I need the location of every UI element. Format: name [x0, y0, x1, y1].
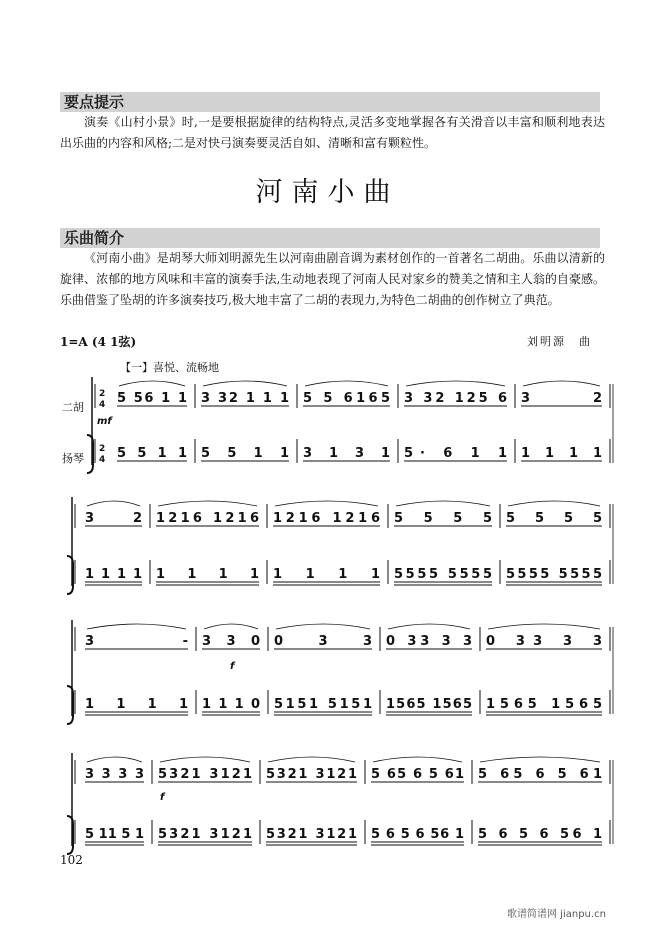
erhu-measure: 3 32 125 6 — [404, 391, 507, 406]
erhu-measure: 0 33 3 3 — [486, 634, 602, 649]
erhu-measure: 3 32 1 1 1 — [201, 391, 289, 406]
slur-arc — [87, 501, 140, 506]
score-systems — [67, 377, 613, 854]
instrument-label-yangqin: 扬琴 — [62, 452, 84, 465]
slur-arc — [276, 624, 370, 629]
page-number: 102 — [60, 853, 83, 867]
yangqin-measure: 5· 6 1 1 — [404, 446, 507, 461]
key-signature: 1=A (4 1弦) — [60, 335, 137, 349]
yangqin-measure: 1 1 1 1 — [85, 567, 142, 582]
yangqin-brace — [67, 556, 73, 594]
yangqin-measure: 5151 5151 — [274, 697, 372, 712]
yangqin-measure: 3 1 3 1 — [303, 446, 390, 461]
instrument-label-erhu: 二胡 — [62, 401, 84, 414]
slur-arc — [268, 757, 355, 762]
erhu-measure: 5321 3121 — [266, 767, 357, 782]
erhu-measure: 0 3 3 — [274, 634, 372, 649]
tips-paragraph: 演奏《山村小景》时,一是要根据旋律的结构特点,灵活多变地掌握各有关滑音以丰富和顺利地表达出乐曲的内容和风格;二是对快弓演奏要灵活自如、清晰和富有颗粒性。 — [60, 115, 605, 150]
erhu-measure: 3 3 3 3 — [85, 767, 144, 782]
slur-arc — [204, 624, 258, 629]
watermark: 歌谱简谱网 jianpu.cn — [507, 909, 606, 920]
erhu-measure: 5 5 6165 — [303, 391, 390, 406]
yangqin-measure: 5 6 5 6 56 1 — [371, 827, 464, 842]
dynamic-f: f — [230, 661, 235, 672]
slur-arc — [203, 381, 287, 386]
erhu-measure: 0 33 3 3 — [386, 634, 472, 649]
yangqin-measure: 5555 5555 — [394, 567, 492, 582]
yangqin-measure: 1 1 1 1 — [521, 446, 602, 461]
yangqin-measure: 1 1 1 1 — [273, 567, 380, 582]
slur-arc — [388, 624, 470, 629]
yangqin-measure: 1 1 1 1 — [85, 697, 188, 712]
piece-title: 河南小曲 — [255, 177, 400, 208]
time-sig-bottom: 4 — [99, 400, 106, 410]
yangqin-measure: 5 6 5 6 56 1 — [478, 827, 602, 842]
dynamic-f: f — [160, 792, 165, 803]
slur-arc — [275, 501, 378, 506]
slur-arc — [480, 757, 600, 762]
section-heading-intro: 乐曲简介 — [60, 228, 600, 248]
slur-arc — [523, 381, 600, 386]
erhu-measure: 5 56 1 1 — [117, 391, 187, 406]
slur-arc — [406, 381, 505, 386]
time-sig-top: 2 — [99, 389, 106, 399]
slur-arc — [305, 381, 388, 386]
yangqin-measure: 1565 1565 — [386, 697, 472, 712]
slur-arc — [373, 757, 462, 762]
slur-arc — [87, 757, 142, 762]
yangqin-brace — [67, 686, 73, 724]
section-heading-tips: 要点提示 — [60, 92, 600, 112]
slur-arc — [508, 501, 600, 506]
erhu-measure: 5 65 6 5 61 — [478, 767, 602, 782]
slur-arc — [160, 757, 250, 762]
yangqin-measure: 5 5 1 1 — [117, 446, 187, 461]
composer-credit: 刘明源 曲 — [527, 335, 592, 348]
erhu-measure: 5 5 5 5 — [394, 511, 492, 526]
yangqin-brace — [87, 435, 93, 473]
erhu-measure: 1216 1216 — [156, 511, 259, 526]
yangqin-measure: 5 11 5 1 — [85, 827, 144, 842]
erhu-measure: 5 5 5 5 — [506, 511, 602, 526]
slur-arc — [158, 501, 257, 506]
slur-arc — [119, 381, 185, 386]
slur-arc — [396, 501, 490, 506]
yangqin-measure: 1 1 1 1 — [156, 567, 259, 582]
erhu-measure: 3 2 — [521, 391, 602, 406]
intro-paragraph: 《河南小曲》是胡琴大师刘明源先生以河南曲剧音调为素材创作的一首著名二胡曲。乐曲以清新的旋律、浓郁的地方风味和丰富的演奏手法,生动地表现了河南人民对家乡的赞美之情和主人翁的自豪感。乐曲借鉴了坠胡的许多演奏技巧,极大地丰富了二胡的表现力,为特色二胡曲的创作树立了典范。 — [60, 251, 605, 307]
yangqin-measure: 5321 3121 — [266, 827, 357, 842]
erhu-measure: 5321 3121 — [158, 767, 252, 782]
erhu-measure: 1216 1216 — [273, 511, 380, 526]
tempo-marking: 【一】喜悦、流畅地 — [120, 361, 219, 374]
erhu-measure: 3 3 0 — [202, 634, 260, 649]
yangqin-measure: 1565 1565 — [486, 697, 602, 712]
slur-arc — [87, 624, 186, 629]
slur-arc — [488, 624, 600, 629]
yangqin-measure: 5555 5555 — [506, 567, 602, 582]
time-sig-top: 2 — [99, 444, 106, 454]
erhu-measure: 5 65 6 5 61 — [371, 767, 464, 782]
time-sig-bottom: 4 — [99, 455, 106, 465]
yangqin-measure: 5 5 1 1 — [201, 446, 289, 461]
dynamic-mf: mf — [97, 416, 112, 427]
erhu-measure: 3 2 — [85, 511, 142, 526]
yangqin-measure: 5321 3121 — [158, 827, 252, 842]
yangqin-measure: 1 1 1 0 — [202, 697, 260, 712]
erhu-measure: 3 - — [85, 634, 188, 649]
yangqin-brace — [67, 816, 73, 854]
